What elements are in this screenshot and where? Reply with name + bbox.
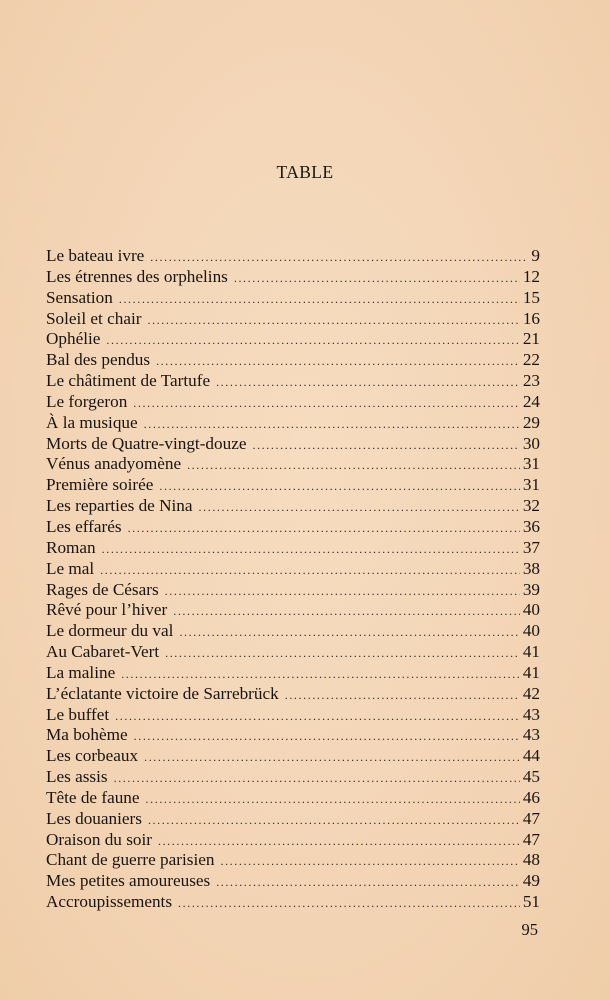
toc-entry [46,621,540,642]
toc-entry [46,392,540,413]
toc-entry-page: 46 [522,787,540,807]
toc-entry-title: Rages de Césars [46,579,159,599]
toc-entry-title: Roman [46,537,96,557]
toc-entry [46,559,540,580]
toc-entry-title: Le buffet [46,704,110,724]
dot-leader [199,497,520,518]
toc-entry-page: 37 [522,537,540,557]
toc-entry [46,288,540,309]
toc-entry-page: 48 [522,850,540,870]
dot-leader [216,872,520,893]
toc-entry-page: 30 [522,433,540,453]
dot-leader [216,372,520,393]
dot-leader [220,851,519,872]
toc-entry [46,434,540,455]
toc-entry-title: Ophélie [46,329,101,349]
toc-entry-title: L’éclatante victoire de Sarrebrück [46,683,279,703]
toc-entry-page: 41 [522,642,540,662]
toc-entry-page: 32 [522,496,540,516]
toc-entry [46,767,540,788]
toc-entry [46,371,540,392]
toc-entry-title: Les étrennes des orphelins [46,266,228,286]
dot-leader [178,893,520,914]
toc-entry [46,329,540,350]
toc-entry-title: Le châtiment de Tartufe [46,371,211,391]
toc-entry [46,830,540,851]
toc-entry-title: Mes petites amoureuses [46,871,211,891]
toc-entry-page: 42 [522,683,540,703]
toc-entry-page: 9 [531,246,540,265]
dot-leader [146,789,520,810]
dot-leader [102,539,520,560]
toc-entry-page: 44 [522,746,540,766]
toc-entry-page: 47 [522,808,540,828]
toc-entry [46,580,540,601]
toc-entry [46,663,540,684]
toc-entry-title: Tête de faune [46,787,140,807]
toc-entry-title: Les effarés [46,516,122,536]
toc-entry [46,454,540,475]
toc-entry-page: 43 [522,725,540,745]
dot-leader [165,581,520,602]
dot-leader [119,289,520,310]
toc-entry-title: Sensation [46,287,113,307]
toc-entry-page: 40 [522,600,540,620]
toc-entry [46,600,540,621]
toc-entry [46,350,540,371]
toc-entry [46,538,540,559]
toc-entry-page: 16 [522,308,540,328]
toc-entry-title: À la musique [46,412,138,432]
toc-entry [46,892,540,913]
toc-entry-page: 29 [522,412,540,432]
toc-entry-title: Oraison du soir [46,829,152,849]
toc-entry-page: 12 [522,266,540,286]
toc-entry-title: Accroupissements [46,892,173,912]
toc-entry-page: 45 [522,767,540,787]
toc-entry-title: Chant de guerre parisien [46,850,215,870]
dot-leader [115,706,520,727]
dot-leader [144,414,520,435]
toc-entry-title: Soleil et chair [46,308,142,328]
dot-leader [100,560,520,581]
toc-entry [46,517,540,538]
dot-leader [106,330,519,351]
toc-entry [46,684,540,705]
toc-entry-title: Bal des pendus [46,350,151,370]
toc-entry [46,850,540,871]
dot-leader [121,664,520,685]
dot-leader [173,601,520,622]
dot-leader [187,455,520,476]
dot-leader [158,831,520,852]
toc-entry-title: Les douaniers [46,808,142,828]
toc-entry [46,496,540,517]
dot-leader [234,268,520,289]
toc-entry-page: 15 [522,287,540,307]
toc-entry-title: Les assis [46,767,108,787]
toc-entry-page: 21 [522,329,540,349]
dot-leader [179,622,519,643]
toc-entry-title: Morts de Quatre-vingt-douze [46,433,247,453]
dot-leader [148,810,520,831]
toc-entry-title: Rêvé pour l’hiver [46,600,168,620]
toc-entry-page: 38 [522,558,540,578]
toc-entry-page: 23 [522,371,540,391]
toc-entry-title: Le mal [46,558,95,578]
dot-leader [114,768,520,789]
table-of-contents [46,246,540,913]
toc-entry-page: 31 [522,454,540,474]
toc-entry-page: 22 [522,350,540,370]
toc-entry-title: Ma bohème [46,725,128,745]
toc-entry [46,475,540,496]
dot-leader [147,310,519,331]
dot-leader [252,435,519,456]
dot-leader [159,476,519,497]
toc-entry-title: Les reparties de Nina [46,496,193,516]
toc-entry-page: 39 [522,579,540,599]
toc-entry-page: 47 [522,829,540,849]
toc-entry-page: 43 [522,704,540,724]
page-title: TABLE [276,162,334,182]
toc-entry [46,267,540,288]
toc-entry-page: 41 [522,662,540,682]
toc-entry [46,725,540,746]
toc-entry [46,746,540,767]
toc-entry [46,809,540,830]
toc-entry [46,246,540,267]
toc-entry-page: 51 [522,892,540,912]
toc-entry-title: Le dormeur du val [46,621,174,641]
toc-entry [46,871,540,892]
toc-entry-page: 24 [522,391,540,411]
toc-entry-page: 40 [522,621,540,641]
toc-entry [46,788,540,809]
toc-entry-title: Première soirée [46,475,154,495]
toc-entry-title: Au Cabaret-Vert [46,642,160,662]
toc-entry [46,642,540,663]
toc-entry-page: 36 [522,516,540,536]
toc-entry-page: 49 [522,871,540,891]
toc-entry-title: Les corbeaux [46,746,139,766]
toc-entry [46,413,540,434]
dot-leader [285,685,520,706]
dot-leader [150,247,528,268]
toc-entry-page: 31 [522,475,540,495]
dot-leader [156,351,520,372]
dot-leader [134,726,520,747]
toc-entry-title: Le forgeron [46,391,128,411]
toc-entry-title: Vénus anadyomène [46,454,182,474]
toc-entry-title: La maline [46,662,116,682]
toc-entry [46,705,540,726]
dot-leader [165,643,520,664]
page-number: 95 [521,920,538,939]
dot-leader [133,393,520,414]
dot-leader [144,747,520,768]
toc-entry-title: Le bateau ivre [46,246,145,265]
dot-leader [128,518,520,539]
toc-entry [46,309,540,330]
